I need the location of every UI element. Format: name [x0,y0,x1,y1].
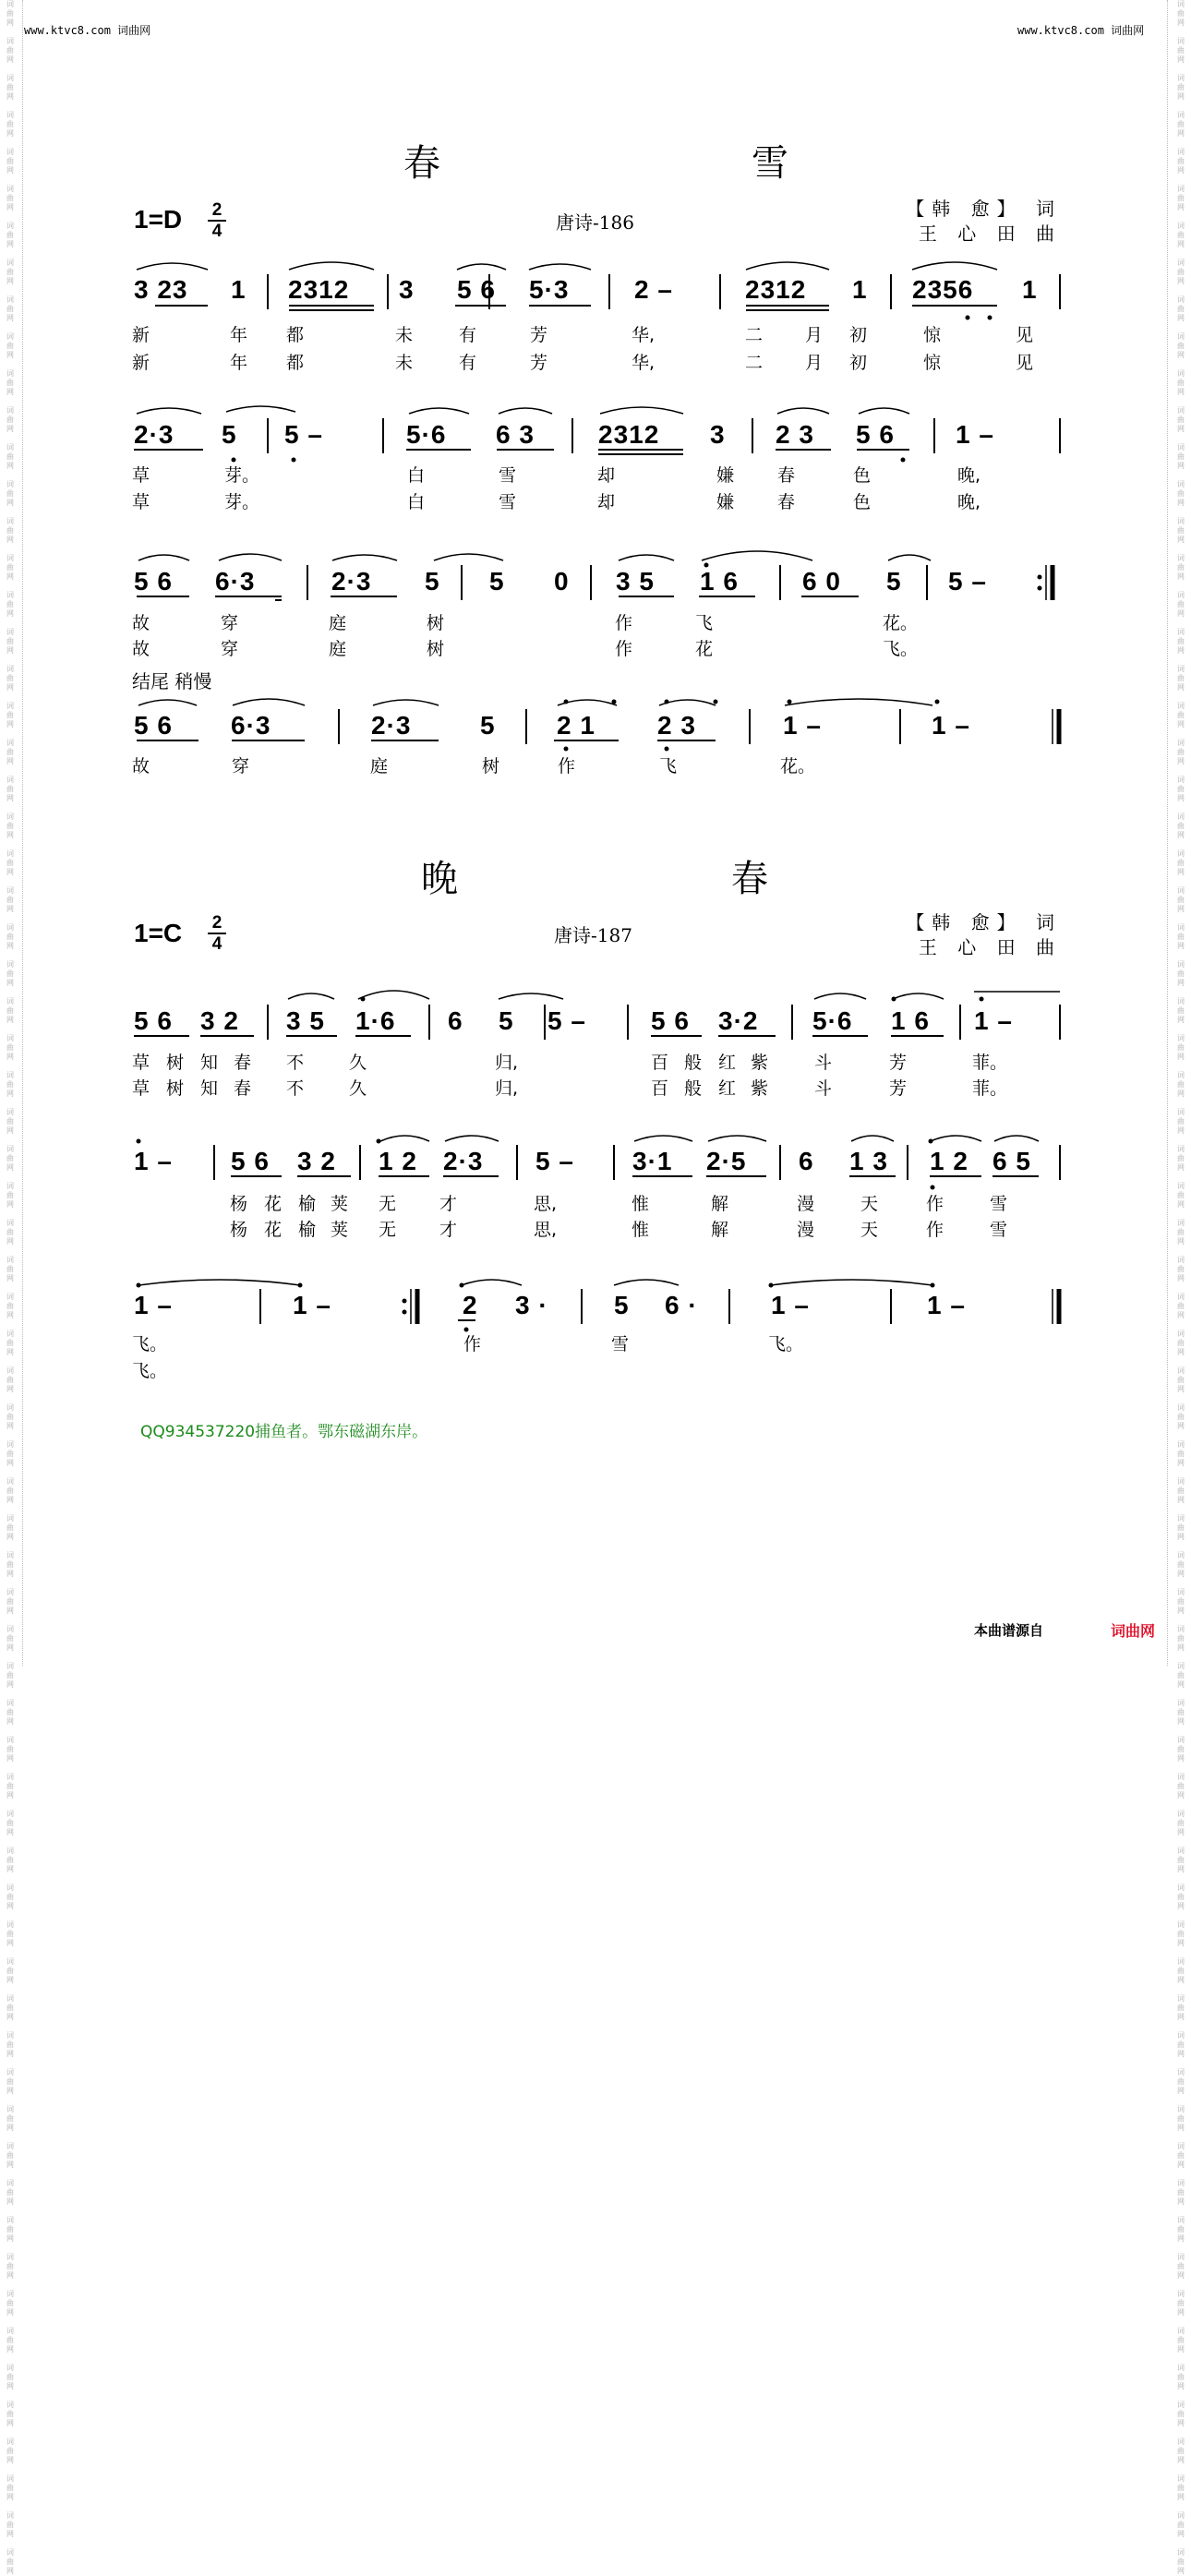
lyric-char: 紫 [751,1053,769,1073]
measure: 5 [499,1006,514,1035]
slur [289,262,374,270]
lyric-char: 红 [718,1053,737,1073]
measure: 1 [1022,275,1038,304]
measure: 0 [554,567,570,596]
octave-dot [377,1139,381,1144]
measure: 1 – [134,1147,173,1175]
lyric-char: 初 [849,353,868,373]
octave-dot [665,700,669,704]
song1-composer: 王 心 田 曲 [918,223,1062,245]
slur [931,1136,981,1141]
lyric-char: 见 [1016,353,1034,373]
octave-dot [704,563,709,568]
lyric-char: 色 [853,492,872,512]
measure: 2312 [598,420,660,449]
slur [226,406,295,412]
slur [614,1280,679,1285]
lyric-char: 晚, [957,492,981,512]
slur [332,555,397,560]
song1-key-signature: 1=D [134,205,183,234]
lyric-char: 芳 [889,1053,908,1073]
lyric-char: 华, [632,325,656,345]
repeat-dot [1038,575,1042,580]
measure: 5 [425,567,440,596]
footer-label: 本曲谱源自 [974,1622,1044,1639]
lyric-char: 花。 [780,756,816,776]
measure: 2·3 [134,420,174,449]
octave-dot [665,747,669,752]
lyric-char: 惊 [923,353,942,373]
lyric-char: 草 [132,465,150,486]
lyric-char: 月 [805,325,824,345]
measure: 3 5 [616,567,655,596]
lyric-char: 般 [684,1053,703,1073]
lyric-char: 榆 [298,1194,317,1214]
measure: 2 3 [657,711,696,740]
lyric-char: 花。 [883,613,919,633]
slur [708,1136,766,1141]
lyric-char: 故 [132,639,150,659]
lyric-char: 春 [234,1053,252,1073]
measure: 6 3 [496,420,535,449]
measure: 5 – [547,1006,586,1035]
lyric-char: 故 [132,613,150,633]
slur [233,699,305,705]
octave-dot [966,316,970,320]
lyric-char: 芽。 [224,465,260,486]
measure: 2·3 [371,711,412,740]
measure: 5 – [284,420,323,449]
lyric-char: 紫 [751,1078,769,1099]
lyric-char: 初 [849,325,868,345]
measure: 3 2 [297,1147,336,1175]
measure: 1 – [927,1291,966,1319]
slur [380,1136,429,1141]
song1-title-char-2: 雪 [752,142,788,185]
right-side-watermark: 词 曲 网 词 曲 网 词 曲 网 词 曲 网 词 曲 网 词 曲 网 词 曲 网 词 曲 网 词 曲 网 词 曲 网 词 曲 网 词 曲 网 词 曲 网 词 曲 网 词 曲 网 词 曲 网 词 曲 网 词 曲 网 词 曲 网 词 曲 网 词 曲 网 词 曲 网 词 曲 网 词 曲 网 词 曲 网 词 曲 网 词 曲 网 词 曲 网 词 曲 网 词 曲 网 词 曲 网 词 曲 网 词 曲 网 词 曲 网 词 曲 网 词 曲 网 词 曲 网 词 曲 网 词 曲 网 词 曲 网 词 曲 网 词 曲 网 词 曲 网 词 曲 网 词 曲 网 词 曲 网 词 曲 网 词 曲 网 词 曲 网 词 曲 网 词 曲 网 词 曲 网 词 曲 网 词 曲 网 词 曲 网 词 曲 网 词 曲 网 词 曲 网 词 曲 网 词 曲 网 词 曲 网 词 曲 网 词 曲 网 词 曲 网 词 曲 网 词 曲 网 词 曲 网 词 曲 网 词 曲 网 词 曲 网 [1177,0,1185,2575]
measure: 3 · [515,1291,548,1319]
slur [499,993,563,999]
song2-title-char-1: 晚 [421,858,458,900]
lyric-char: 雪 [611,1334,630,1354]
octave-dot [892,997,896,1002]
lyric-char: 菲。 [972,1053,1008,1073]
lyric-char: 斗 [814,1053,833,1073]
lyric-char: 无 [379,1220,397,1240]
footer-site-link[interactable]: 词曲网 [1111,1622,1156,1640]
measure: 5 [480,711,496,740]
octave-dot [931,1283,935,1288]
measure: 1 – [932,711,970,740]
lyric-char: 树 [166,1053,185,1073]
measure: 6 [799,1147,814,1175]
lyric-char: 二 [745,353,764,373]
measure: 1 – [956,420,994,449]
slur [619,555,674,560]
song1-title-char-1: 春 [403,142,440,185]
octave-dot [564,700,569,704]
lyric-char: 百 [651,1053,669,1073]
song2-source: 唐诗-187 [554,924,632,946]
lyric-char: 久 [349,1053,367,1073]
octave-dot [769,1283,774,1288]
measure: 1 3 [849,1147,888,1175]
lyric-char: 草 [132,1053,150,1073]
lyric-char: 白 [407,465,426,486]
lyric-char: 白 [407,492,426,512]
slur [499,408,552,414]
measure: 5 6 [457,275,496,304]
lyric-char: 思, [534,1194,558,1214]
lyric-char: 菲。 [972,1078,1008,1099]
slur [457,264,506,270]
lyric-char: 嫌 [716,492,735,512]
slur [529,264,591,270]
lyric-char: 不 [286,1053,305,1073]
song2-title-char-2: 春 [731,858,768,900]
lyric-char: 春 [777,492,796,512]
measure: 1 [852,275,868,304]
lyric-char: 穿 [232,756,250,776]
lyric-char: 不 [286,1078,305,1099]
octave-dot [292,458,296,463]
lyric-char: 树 [427,639,445,659]
measure: 2·3 [331,567,372,596]
slur [893,993,944,999]
lyric-char: 却 [597,465,616,486]
lyric-char: 芳 [889,1078,908,1099]
lyric-char: 飞。 [883,639,919,659]
lyric-char: 庭 [329,613,347,633]
lyric-char: 才 [439,1194,458,1214]
lyric-char: 年 [230,353,248,373]
lyric-char: 无 [379,1194,397,1214]
measure: 1 – [783,711,822,740]
lyric-char: 惟 [632,1220,650,1240]
octave-dot [460,1283,464,1288]
measure: 1 6 [700,567,739,596]
lyric-char: 飞。 [768,1334,804,1354]
slur [746,262,829,270]
meter-top: 2 [211,200,223,220]
slur [888,555,931,560]
measure: 3 [710,420,726,449]
repeat-dot [403,1299,407,1304]
measure: 2312 [288,275,350,304]
lyric-char: 飞。 [132,1334,168,1354]
lyric-char: 有 [459,325,477,345]
slur [434,554,503,560]
octave-dot [298,1283,303,1288]
lyric-char: 惟 [632,1194,650,1214]
measure: 5 6 [134,567,173,596]
left-side-watermark: 词 曲 网 词 曲 网 词 曲 网 词 曲 网 词 曲 网 词 曲 网 词 曲 网 词 曲 网 词 曲 网 词 曲 网 词 曲 网 词 曲 网 词 曲 网 词 曲 网 词 曲 网 词 曲 网 词 曲 网 词 曲 网 词 曲 网 词 曲 网 词 曲 网 词 曲 网 词 曲 网 词 曲 网 词 曲 网 词 曲 网 词 曲 网 词 曲 网 词 曲 网 词 曲 网 词 曲 网 词 曲 网 词 曲 网 词 曲 网 词 曲 网 词 曲 网 词 曲 网 词 曲 网 词 曲 网 词 曲 网 词 曲 网 词 曲 网 词 曲 网 词 曲 网 词 曲 网 词 曲 网 词 曲 网 词 曲 网 词 曲 网 词 曲 网 词 曲 网 词 曲 网 词 曲 网 词 曲 网 词 曲 网 词 曲 网 词 曲 网 词 曲 网 词 曲 网 词 曲 网 词 曲 网 词 曲 网 词 曲 网 词 曲 网 词 曲 网 词 曲 网 词 曲 网 词 曲 网 词 曲 网 词 曲 网 [6,0,14,2575]
lyric-char: 般 [684,1078,703,1099]
lyric-char: 飞。 [132,1361,168,1381]
lyric-char: 年 [230,325,248,345]
lyric-char: 色 [853,465,872,486]
measure: 5 6 [134,711,173,740]
octave-dot [564,747,569,752]
slur [912,262,997,270]
measure: 5·3 [529,275,570,304]
octave-dot [612,700,617,704]
lyric-char: 却 [597,492,616,512]
lyric-char: 解 [711,1194,729,1214]
measure: 5 [222,420,237,449]
measure: 3·2 [718,1006,759,1035]
measure: 6·3 [215,567,256,596]
song1-ending-label: 结尾 稍慢 [132,670,212,692]
octave-dot [361,997,366,1002]
slur [445,1136,499,1141]
slur [138,700,197,705]
measure: 1 – [293,1291,331,1319]
song2-lyricist: 【韩 愈】 词 [906,911,1062,933]
lyric-char: 春 [777,465,796,486]
lyric-char: 红 [718,1078,737,1099]
measure: 3 2 [200,1006,239,1035]
octave-dot [980,997,984,1002]
measure: 2 – [634,275,673,304]
lyric-char: 久 [349,1078,367,1099]
slur [138,555,189,560]
repeat-dot [403,1310,407,1315]
slur [219,554,282,560]
measure: 5 6 [651,1006,690,1035]
song2-composer: 王 心 田 曲 [918,936,1062,958]
measure: 6·3 [231,711,271,740]
lyric-char: 华, [632,353,656,373]
lyric-char: 草 [132,492,150,512]
song1-source: 唐诗-186 [556,211,634,234]
measure: 5 [886,567,902,596]
lyric-char: 天 [860,1194,879,1214]
lyric-char: 杨 [230,1220,248,1240]
lyric-char: 雪 [990,1194,1008,1214]
measure: 5 [614,1291,630,1319]
lyric-char: 新 [132,325,150,345]
measure: 1 – [134,1291,173,1319]
slur [771,1280,932,1285]
lyric-char: 有 [459,353,477,373]
measure: 5 [489,567,505,596]
slur [859,408,909,414]
lyric-char: 知 [200,1053,219,1073]
lyric-char: 作 [926,1220,944,1240]
measure: 6 [448,1006,463,1035]
measure: 1 – [974,1006,1013,1035]
measure: 1·6 [355,1006,396,1035]
lyric-char: 树 [482,756,500,776]
measure: 6 0 [802,567,841,596]
octave-dot [931,1186,935,1190]
slur [814,993,866,999]
lyric-char: 漫 [797,1220,815,1240]
lyric-char: 穿 [221,613,239,633]
transcriber-note: QQ934537220捕鱼者。鄂东磁湖东岸。 [140,1423,428,1441]
lyric-char: 雪 [499,465,517,486]
lyric-char: 榆 [298,1220,317,1240]
lyric-char: 作 [615,639,633,659]
lyric-char: 惊 [923,325,942,345]
octave-dot [929,1139,933,1144]
octave-dot [137,1139,141,1144]
lyric-char: 杨 [230,1194,248,1214]
slur [600,407,683,414]
lyric-char: 百 [651,1078,669,1099]
lyric-char: 草 [132,1078,150,1099]
lyric-char: 树 [166,1078,185,1099]
lyric-char: 作 [615,613,633,633]
slur [358,991,429,999]
lyric-char: 树 [427,613,445,633]
lyric-char: 漫 [797,1194,815,1214]
lyric-char: 芳 [530,353,548,373]
lyric-char: 都 [286,325,305,345]
song2-key-signature: 1=C [134,919,183,947]
measure: 1 6 [891,1006,930,1035]
slur [777,408,829,414]
lyric-char: 晚, [957,465,981,486]
slur [288,993,334,999]
meter-top: 2 [211,913,223,933]
octave-dot [714,700,718,704]
measure: 2312 [745,275,807,304]
measure: 1 2 [930,1147,968,1175]
octave-dot [935,700,940,704]
slur [409,408,469,414]
lyric-char: 二 [745,325,764,345]
lyric-char: 故 [132,756,150,776]
measure: 5·6 [812,1006,853,1035]
header-left-site: www.ktvc8.com 词曲网 [24,24,151,37]
lyric-char: 作 [558,756,576,776]
lyric-char: 见 [1016,325,1034,345]
lyric-char: 庭 [370,756,389,776]
header-right-site: www.ktvc8.com 词曲网 [1017,24,1145,37]
measure: 5·6 [406,420,447,449]
measure: 6 · [665,1291,698,1319]
lyric-char: 雪 [499,492,517,512]
lyric-char: 荚 [331,1220,349,1240]
measure: 5 6 [134,1006,173,1035]
lyric-char: 飞 [695,613,714,633]
song1-lyricist: 【韩 愈】 词 [906,198,1062,220]
lyric-char: 天 [860,1220,879,1240]
slur [994,1136,1039,1141]
slur [373,700,439,705]
meter-bottom: 4 [211,222,223,241]
measure: 1 2 [379,1147,417,1175]
lyric-char: 芽。 [224,492,260,512]
measure: 2 [463,1291,478,1319]
lyric-char: 春 [234,1078,252,1099]
lyric-char: 未 [395,353,414,373]
measure: 3·1 [632,1147,673,1175]
measure: 3 5 [286,1006,325,1035]
measure: 5 6 [231,1147,270,1175]
lyric-char: 雪 [990,1220,1008,1240]
slur [702,551,812,560]
octave-dot [988,316,992,320]
lyric-char: 解 [711,1220,729,1240]
octave-dot [137,1283,141,1288]
slur [851,1136,894,1141]
lyric-char: 归, [495,1053,519,1073]
lyric-char: 新 [132,353,150,373]
lyric-char: 荚 [331,1194,349,1214]
lyric-char: 未 [395,325,414,345]
slur [462,1280,522,1285]
lyric-char: 花 [264,1194,283,1214]
measure: 5 – [535,1147,574,1175]
lyric-char: 作 [926,1194,944,1214]
lyric-char: 嫌 [716,465,735,486]
meter-bottom: 4 [211,934,223,954]
octave-dot [901,458,906,463]
slur [634,1136,692,1141]
lyric-char: 都 [286,353,305,373]
measure: 2356 [912,275,974,304]
lyric-char: 作 [463,1334,482,1354]
measure: 2·3 [443,1147,484,1175]
lyric-char: 才 [439,1220,458,1240]
lyric-char: 庭 [329,639,347,659]
lyric-char: 思, [534,1220,558,1240]
measure: 5 6 [856,420,895,449]
measure: 3 [399,275,415,304]
measure: 1 – [771,1291,810,1319]
lyric-char: 归, [495,1078,519,1099]
measure: 6 5 [992,1147,1031,1175]
lyric-char: 斗 [814,1078,833,1099]
lyric-char: 芳 [530,325,548,345]
octave-dot [788,700,792,704]
repeat-dot [1038,586,1042,591]
lyric-char: 知 [200,1078,219,1099]
measure: 1 [231,275,247,304]
measure: 2 1 [557,711,596,740]
slur [138,1280,300,1285]
measure: 2 3 [776,420,814,449]
lyric-char: 月 [805,353,824,373]
lyric-char: 飞 [659,756,678,776]
lyric-char: 穿 [221,639,239,659]
lyric-char: 花 [264,1220,283,1240]
slur [785,699,932,705]
lyric-char: 花 [695,639,714,659]
measure: 3 23 [134,275,188,304]
measure: 2·5 [706,1147,747,1175]
measure: 5 – [948,567,987,596]
slur [137,263,208,270]
slur [137,408,201,414]
